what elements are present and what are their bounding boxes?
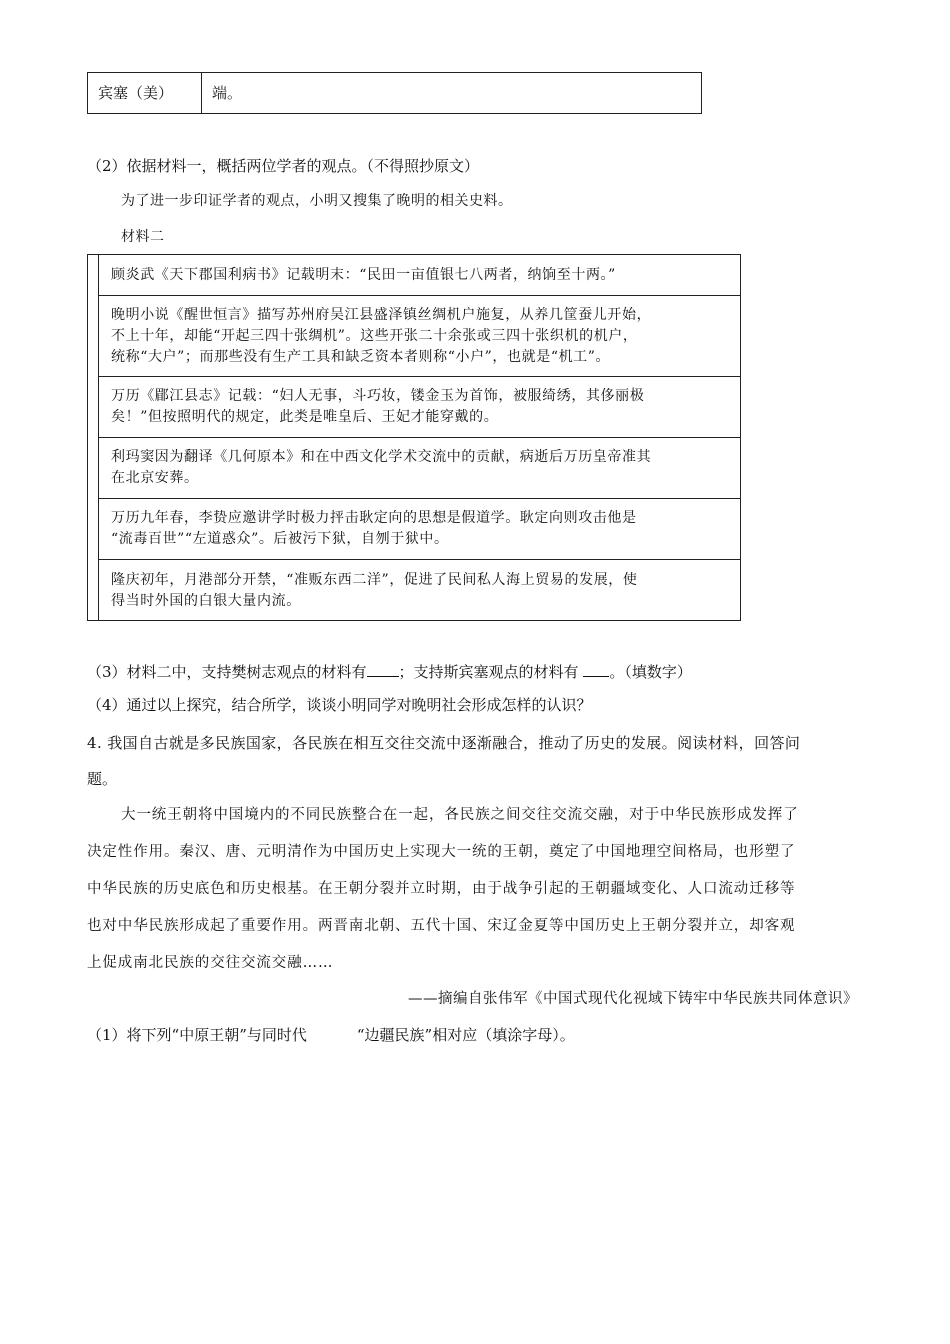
row-line: 利玛窦因为翻译《几何原本》和在中西文化学术交流中的贡献，病逝后万历皇帝准其 <box>111 449 652 465</box>
material2-title: 材料二 <box>121 229 165 245</box>
sub-question-1 <box>87 1024 575 1045</box>
passage-line: 也对中华民族形成起了重要作用。两晋南北朝、五代十国、宋辽金夏等中国历史上王朝分裂并立，却客观 <box>87 918 796 934</box>
question-3 <box>87 661 692 682</box>
source-citation: ——摘编自张伟军《中国式现代化视域下铸牢中华民族共同体意识》 <box>408 991 858 1007</box>
answer-blank-2[interactable] <box>583 662 609 677</box>
row-line: 统称“大户”；而那些没有生产工具和缺乏资本者则称“小户”，也就是“机工”。 <box>111 348 611 365</box>
table-row <box>99 255 740 296</box>
table-cell-text: 端。 <box>212 84 243 102</box>
question-2: （2）依据材料一，概括两位学者的观点。（不得照抄原文） <box>87 157 480 175</box>
row-line: 矣！”但按照明代的规定，此类是唯皇后、王妃才能穿戴的。 <box>111 409 499 425</box>
table-row <box>99 499 740 560</box>
table-row <box>99 377 740 438</box>
row-line: 万历九年春，李贽应邀讲学时极力抨击耿定向的思想是假道学。耿定向则攻击他是 <box>111 510 637 526</box>
question-4: （4）通过以上探究，结合所学，谈谈小明同学对晚明社会形成怎样的认识？ <box>87 696 592 714</box>
q3-text-2: ；支持斯宾塞观点的材料有 <box>398 663 579 681</box>
table-row <box>99 438 740 499</box>
answer-blank-1[interactable] <box>367 662 399 677</box>
main-question-4-line2: 题。 <box>87 770 118 788</box>
intro-text: 为了进一步印证学者的观点，小明又搜集了晚明的相关史料。 <box>121 193 513 209</box>
sub1-text-2: “边疆民族”相对应（填涂字母）。 <box>356 1026 575 1044</box>
q3-text-3: 。（填数字） <box>609 663 692 681</box>
row-line: 不上十年，却能“开起三四十张绸机”。这些开张二十余张或三四十张织机的机户， <box>111 327 638 344</box>
top-table <box>87 72 702 114</box>
row-line: 晚明小说《醒世恒言》描写苏州府吴江县盛泽镇丝绸机户施复，从养几筐蚕儿开始， <box>111 306 652 323</box>
row-line: 在北京安葬。 <box>111 470 199 486</box>
material2-table <box>87 254 741 621</box>
row-line: 万历《郿江县志》记载：“妇人无事，斗巧妆，镂金玉为首饰，被服绮绣，其侈丽极 <box>111 388 645 404</box>
row-line: “流毒百世”“左道惑众”。后被污下狱，自刎于狱中。 <box>111 531 449 547</box>
main-question-4-line1: 4. 我国自古就是多民族国家，各民族在相互交往交流中逐渐融合，推动了历史的发展。阅读材料，回答问 <box>87 734 801 752</box>
passage-line: 决定性作用。秦汉、唐、元明清作为中国历史上实现大一统的王朝，奠定了中国地理空间格局，也形塑了 <box>87 844 796 860</box>
row-line: 隆庆初年，月港部分开禁，“准贩东西二洋”，促进了民间私人海上贸易的发展，使 <box>111 571 638 588</box>
sub1-text-1: （1）将下列“中原王朝”与同时代 <box>87 1026 307 1044</box>
row-line: 得当时外国的白银大量内流。 <box>111 592 301 609</box>
row-line: 顾炎武《天下郡国利病书》记载明末：“民田一亩值银七八两者，纳饷至十两。” <box>111 266 616 283</box>
passage-line: 上促成南北民族的交往交流交融…… <box>87 955 334 971</box>
passage-line: 中华民族的历史底色和历史根基。在王朝分裂并立时期，由于战争引起的王朝疆域变化、人口流动迁移等 <box>87 881 796 897</box>
table-row <box>99 296 740 377</box>
table-cell-scholar: 宾塞（美） <box>88 73 202 113</box>
table-row <box>99 560 740 621</box>
passage-line: 大一统王朝将中国境内的不同民族整合在一起，各民族之间交往交流交融，对于中华民族形成发挥了 <box>121 807 799 823</box>
q3-text-1: （3）材料二中，支持樊树志观点的材料有 <box>87 663 367 681</box>
